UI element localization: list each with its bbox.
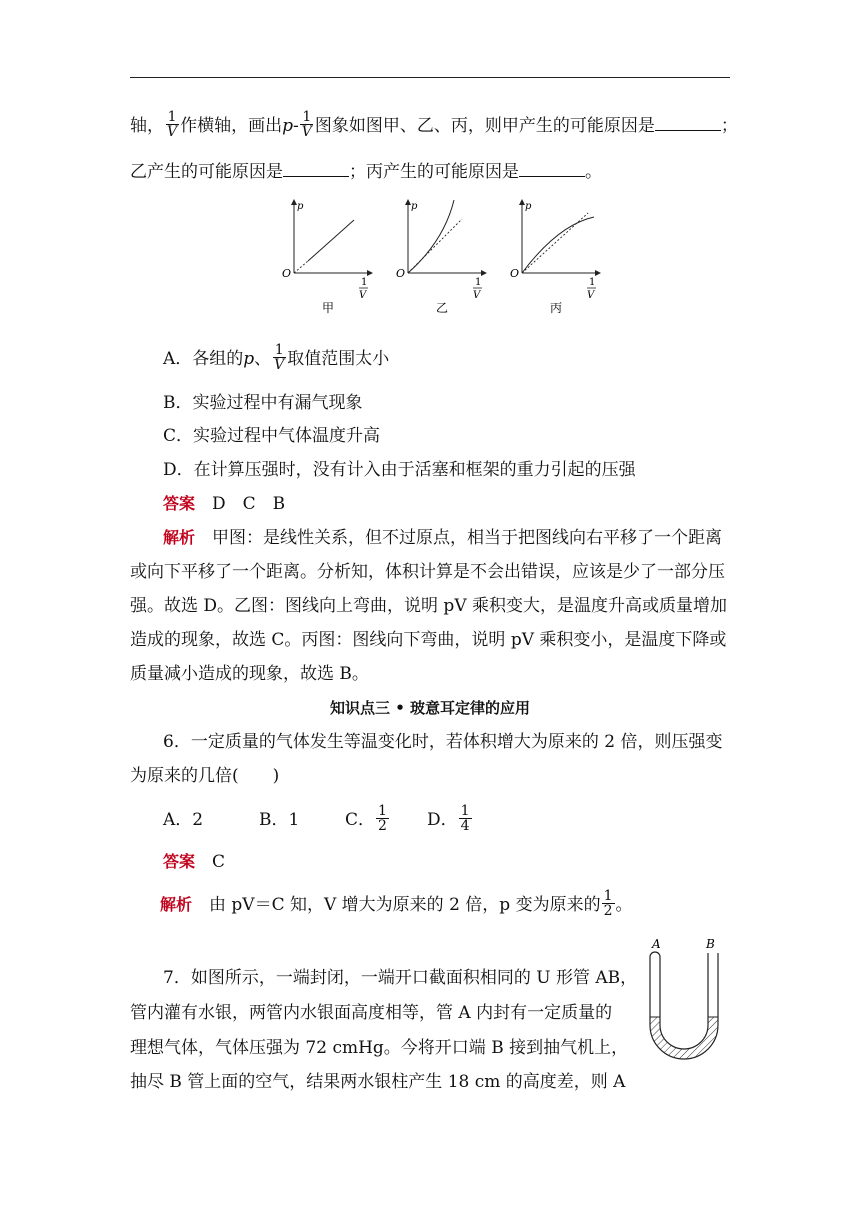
q5-answer: 答案 D C B — [163, 494, 286, 514]
svg-text:1: 1 — [589, 277, 596, 288]
svg-text:V: V — [473, 290, 481, 301]
text: 轴， — [130, 116, 164, 136]
q6-option-b: B．1 — [259, 810, 300, 830]
q7-line-2: 管内灌有水银，两管内水银面高度相等，管 A 内封有一定质量的 — [130, 1003, 613, 1023]
graph-yi — [396, 200, 486, 315]
option-a: A．各组的p、 $\frac{1}{V}$ 取值范围太小 — [163, 342, 390, 373]
var-p: p — [282, 116, 294, 136]
graph-caption: 甲 — [322, 301, 335, 315]
svg-text:丙: 丙 — [550, 301, 563, 315]
origin-label: O — [282, 267, 292, 280]
answer-label: 答案 — [163, 494, 196, 513]
q5-analysis-line-5: 质量减小造成的现象，故选 B。 — [130, 664, 369, 684]
fraction-1-over-v: $\frac{1}{V}$ — [301, 109, 312, 140]
answer-blank-2[interactable] — [283, 160, 349, 177]
svg-text:乙: 乙 — [436, 301, 449, 315]
q6-line-1: 6．一定质量的气体发生等温变化时，若体积增大为原来的 2 倍，则压强变 — [163, 732, 723, 752]
q7-line-4: 抽尽 B 管上面的空气，结果两水银柱产生 18 cm 的高度差，则 A — [130, 1072, 626, 1092]
q6-line-2: 为原来的几倍( ) — [130, 766, 280, 786]
svg-text:V: V — [587, 290, 595, 301]
option-d: D．在计算压强时，没有计入由于活塞和框架的重力引起的压强 — [163, 460, 636, 480]
text: 图象如图甲、乙、丙，则甲产生的可能原因是 — [314, 116, 655, 136]
q6-option-d: D． $\frac{1}{4}$ — [427, 803, 470, 834]
option-c: C．实验过程中气体温度升高 — [163, 426, 381, 446]
svg-text:p: p — [411, 201, 418, 212]
q6-answer: 答案 C — [163, 852, 226, 872]
q5-analysis-line-2: 或向下平移了一个距离。分析知，体积计算是不会出错误，应该是少了一部分压 — [130, 562, 725, 582]
q6-options — [163, 803, 773, 835]
svg-text:O: O — [396, 267, 406, 280]
q5-analysis-line-3: 强。故选 D。乙图：图线向上弯曲，说明 pV 乘积变大，是温度升高或质量增加 — [130, 596, 727, 616]
svg-text:p: p — [525, 201, 532, 212]
header-rule — [130, 77, 730, 78]
y-axis-label: p — [297, 201, 304, 212]
graph-bing — [510, 200, 600, 315]
svg-text:1: 1 — [475, 277, 482, 288]
q5-analysis-line-1: 解析 甲图：是线性关系，但不过原点，相当于把图线向右平移了一个距离 — [163, 528, 723, 548]
x-axis-num: 1 — [361, 277, 368, 288]
tube-label-b: B — [706, 937, 715, 951]
q5-line-1: 轴， $\frac{1}{V}$ 作横轴，画出p- $\frac{1}{V}$ 图象如图甲、乙、丙，则甲产生的可能原因是 ； — [130, 109, 738, 140]
section-title: 知识点三 • 玻意耳定律的应用 — [329, 699, 531, 717]
x-axis-den: V — [359, 290, 367, 301]
answer-blank-1[interactable] — [655, 114, 721, 131]
fraction-1-over-v: $\frac{1}{V}$ — [167, 109, 178, 140]
q6-option-c: C． $\frac{1}{2}$ — [345, 803, 387, 834]
analysis-label: 解析 — [163, 528, 196, 547]
q6-analysis: 解析 由 pV＝C 知，V 增大为原来的 2 倍，p 变为原来的 $\frac{1}{2}$ 。 — [160, 888, 633, 919]
text: 作横轴，画出 — [180, 116, 283, 136]
q7-line-3: 理想气体，气体压强为 72 cmHg。今将开口端 B 接到抽气机上， — [130, 1038, 629, 1058]
u-tube-figure — [640, 935, 740, 1075]
q5-line-2: 乙产生的可能原因是 ；丙产生的可能原因是 。 — [130, 162, 602, 182]
q5-analysis-line-4: 造成的现象，故选 C。丙图：图线向下弯曲，说明 pV 乘积变小，是温度下降或 — [130, 630, 727, 650]
graph-jia — [282, 200, 372, 315]
q6-option-a: A．2 — [163, 810, 204, 830]
q7-line-1: 7．如图所示，一端封闭，一端开口截面积相同的 U 形管 AB， — [163, 968, 638, 988]
tube-label-a: A — [652, 937, 661, 951]
option-b: B．实验过程中有漏气现象 — [163, 393, 363, 413]
svg-text:O: O — [510, 267, 520, 280]
pv-graphs-figure — [278, 195, 618, 320]
answer-blank-3[interactable] — [519, 160, 585, 177]
